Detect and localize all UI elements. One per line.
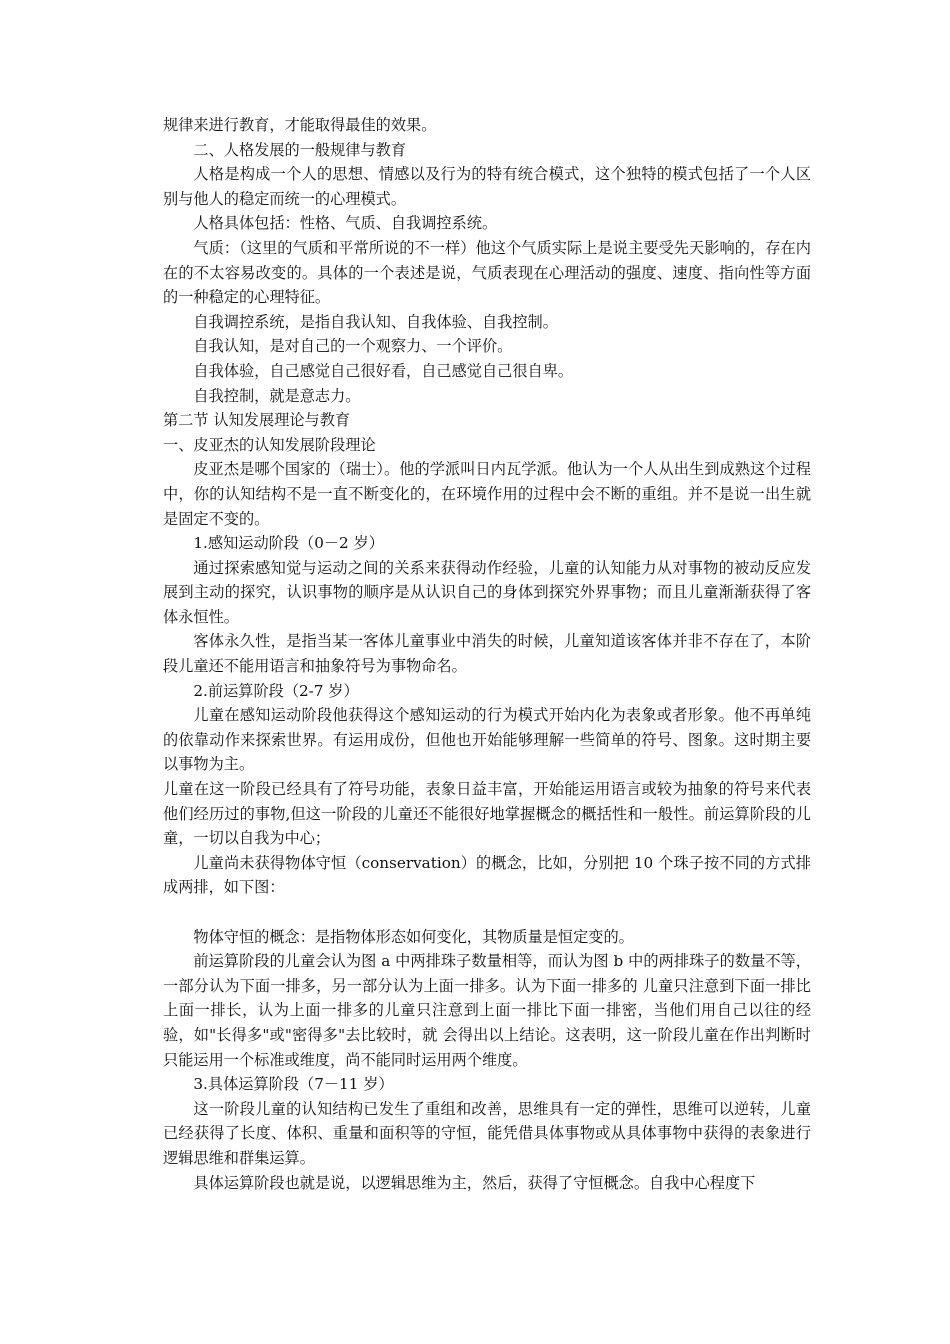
subheading-piaget: 一、皮亚杰的认知发展阶段理论 bbox=[163, 435, 376, 454]
stage-heading-2: 2.前运算阶段（2-7 岁） bbox=[193, 681, 359, 700]
paragraph-19: 儿童尚未获得物体守恒（conservation）的概念，比如，分别把 10 个珠子按不同的方式排成两排，如下图： bbox=[163, 853, 811, 897]
section-heading-cognitive: 第二节 认知发展理论与教育 bbox=[163, 411, 351, 430]
paragraph-25: 具体运算阶段也就是说，以逻辑思维为主，然后，获得了守恒概念。自我中心程度下 bbox=[193, 1173, 756, 1192]
paragraph-24: 这一阶段儿童的认知结构已发生了重组和改善，思维具有一定的弹性，思维可以逆转，儿童已经获得了长度、体积、重量和面积等的守恒，能凭借具体事物或从具体事物中获得的表象进行逻辑思维和群集运算。 bbox=[163, 1099, 811, 1167]
paragraph-8: 自我体验，自己感觉自己很好看，自己感觉自己很自卑。 bbox=[193, 361, 574, 380]
paragraph-22: 前运算阶段的儿童会认为图 a 中两排珠子数量相等，而认为图 b 中的两排珠子的数量不等，一部分认为下面一排多，另一部分认为上面一排多。认为下面一排多的 儿童只注意到下面一排比上面一排长，认为上面一排多的儿童只注意到上面一排比下面一排密，当他们用自己以往的经验，如"长得多"或"密得多"去比较时，就 会得出以上结论。这表明，这一阶段儿童在作出判断时只能运用一个标准或维度，尚不能同时运用两个维度。 bbox=[163, 952, 811, 1069]
paragraph-21: 物体守恒的概念：是指物体形态如何变化，其物质量是恒定变的。 bbox=[193, 927, 634, 946]
paragraph-5: 气质：（这里的气质和平常所说的不一样）他这个气质实际上是说主要受先天影响的，存在内在的不太容易改变的。具体的一个表述是说，气质表现在心理活动的强度、速度、指向性等方面的一种稳定的心理特征。 bbox=[163, 238, 811, 307]
stage-heading-1: 1.感知运动阶段（0－2 岁） bbox=[193, 534, 384, 553]
paragraph-6: 自我调控系统，是指自我认知、自我体验、自我控制。 bbox=[193, 312, 558, 331]
figure-placeholder bbox=[163, 900, 811, 925]
paragraph-1: 规律来进行教育，才能取得最佳的效果。 bbox=[163, 116, 437, 134]
paragraph-15: 客体永久性，是指当某一客体儿童事业中消失的时候，儿童知道该客体并非不存在了，本阶段儿童还不能用语言和抽象符号为事物命名。 bbox=[163, 632, 811, 676]
paragraph-3: 人格是构成一个人的思想、情感以及行为的特有统合模式，这个独特的模式包括了一个人区别与他人的稳定而统一的心理模式。 bbox=[163, 165, 811, 208]
paragraph-7: 自我认知，是对自己的一个观察力、一个评价。 bbox=[193, 337, 513, 356]
document-page bbox=[163, 113, 811, 1195]
section-heading-personality: 二、人格发展的一般规律与教育 bbox=[193, 140, 407, 159]
paragraph-4: 人格具体包括：性格、气质、自我调控系统。 bbox=[193, 214, 498, 233]
stage-heading-3: 3.具体运算阶段（7－11 岁） bbox=[193, 1075, 394, 1094]
paragraph-18: 儿童在这一阶段已经具有了符号功能，表象日益丰富，开始能运用语言或较为抽象的符号来代表他们经历过的事物,但这一阶段的儿童还不能很好地掌握概念的概括性和一般性。前运算阶段的儿童，一切以自我为中心； bbox=[163, 780, 811, 848]
paragraph-17: 儿童在感知运动阶段他获得这个感知运动的行为模式开始内化为表象或者形象。他不再单纯的依靠动作来探索世界。有运用成份，但他也开始能够理解一些简单的符号、图象。这时期主要以事物为主。 bbox=[163, 706, 811, 774]
paragraph-9: 自我控制，就是意志力。 bbox=[193, 386, 361, 405]
paragraph-14: 通过探索感知觉与运动之间的关系来获得动作经验，儿童的认知能力从对事物的被动反应发展到主动的探究，认识事物的顺序是从认识自己的身体到探究外界事物；而且儿童渐渐获得了客体永恒性。 bbox=[163, 558, 811, 626]
paragraph-12: 皮亚杰是哪个国家的（瑞士）。他的学派叫日内瓦学派。他认为一个人从出生到成熟这个过程中，你的认知结构不是一直不断变化的，在环境作用的过程中会不断的重组。并不是说一出生就是固定不变的。 bbox=[163, 460, 811, 528]
